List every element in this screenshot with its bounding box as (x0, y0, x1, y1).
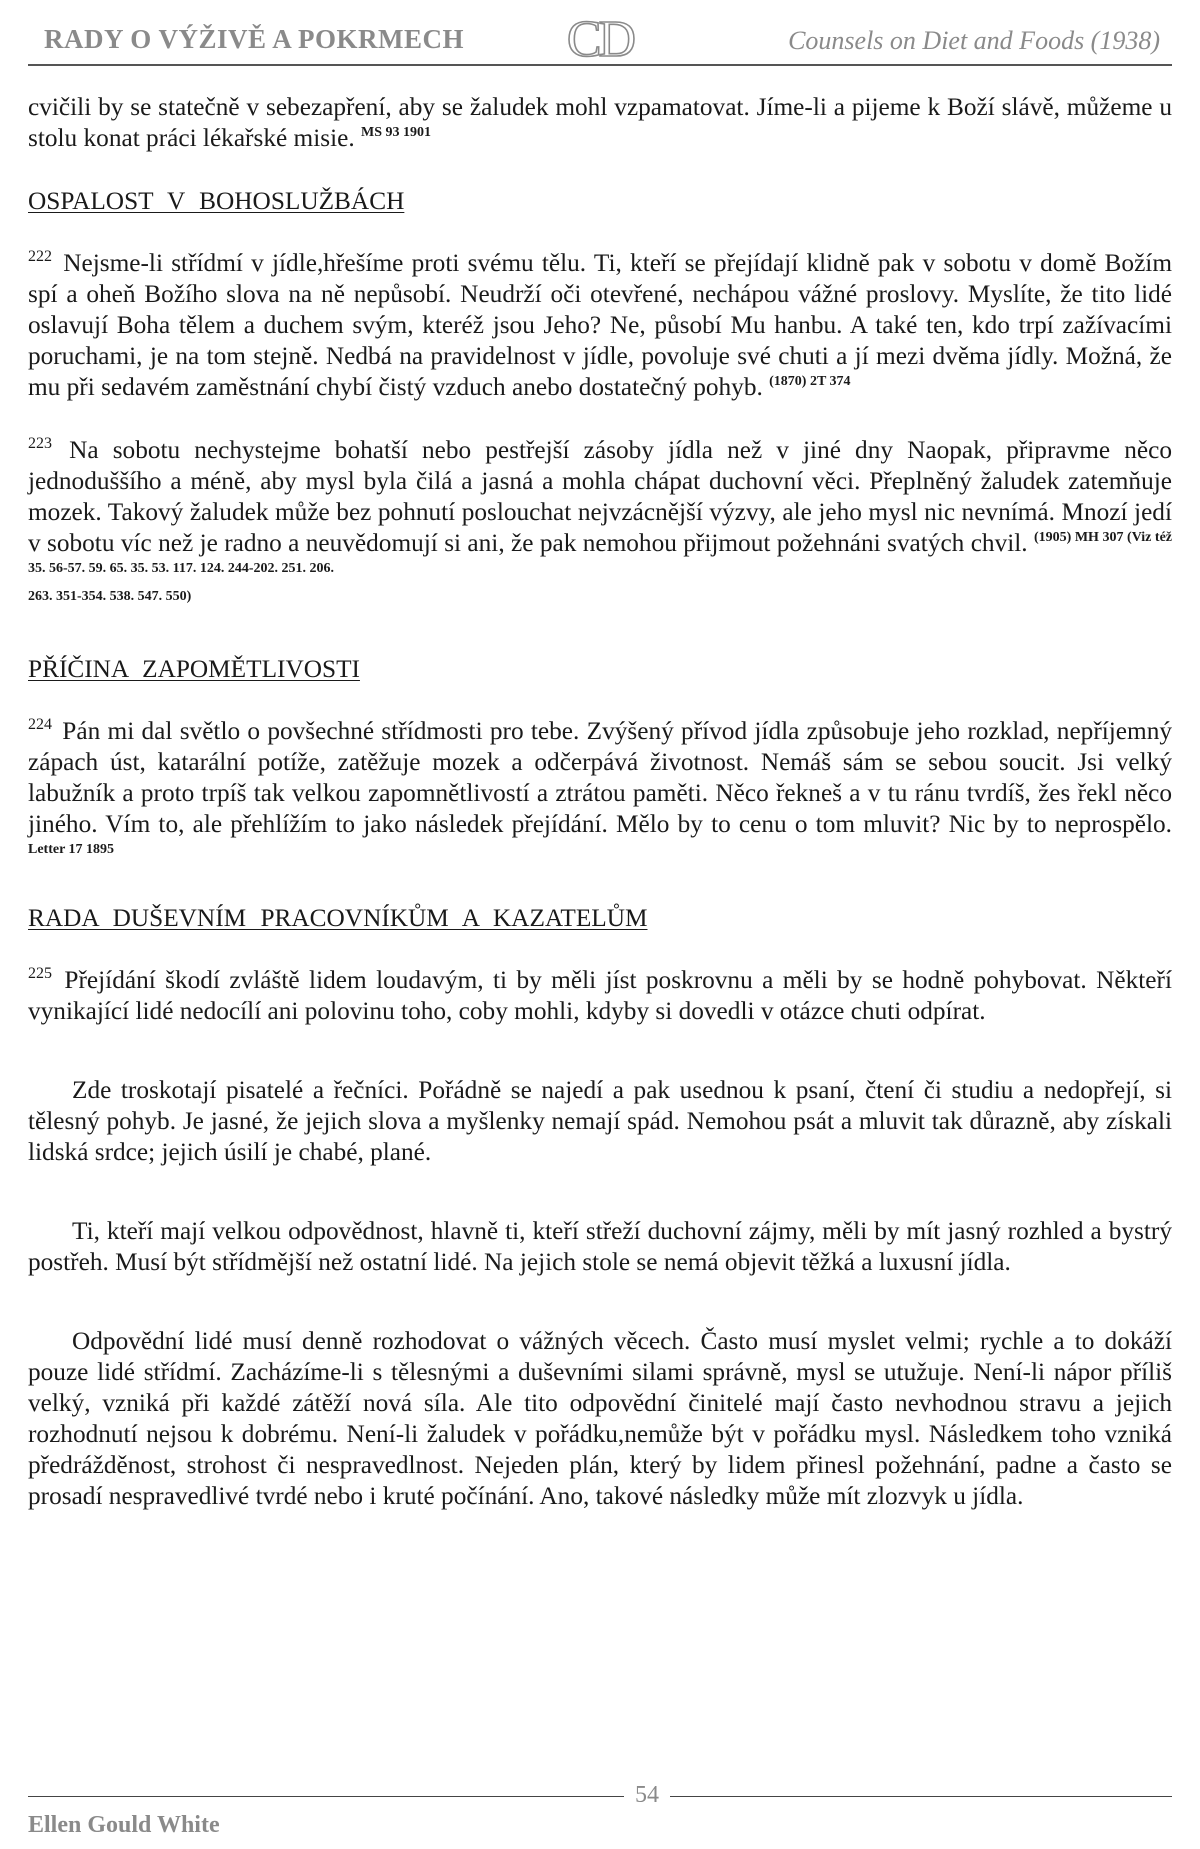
footer-rule-left (28, 1796, 624, 1797)
reference: Letter 17 1895 (28, 842, 115, 857)
heading-rada: RADA DUŠEVNÍM PRACOVNÍKŮM A KAZATELŮM (28, 904, 648, 932)
paragraph-225: $^{225}$ Přejídání škodí zvláště lidem loudavým, ti by měli jíst poskrovnu a měli by se hodně pohybovat. Někteří vynikající lidé nedocílí ani polovinu toho, coby mohli, kdyby si dovedli v otázce chuti odpírat. (28, 965, 1172, 1025)
paragraph-224: $^{224}$ Pán mi dal světlo o povšechné střídmosti pro tebe. Zvýšený přívod jídla způsobuje jeho rozklad, nepříjemný zápach úst, katarální potíže, zatěžuje mozek a odčerpává životnost. Nemáš sám se sebou soucit. Jsi velký labužník a proto trpíš tak velkou zapomnětlivostí a ztrátou paměti. Něco řekneš a v tu ránu tvrdíš, žes řekl něco jiného. Vím to, ale přehlížím to jako následek přejídání. Mělo by to cenu o tom mluvit? Nic by to neprospělo. $^{Letter 17 1895}$ (28, 716, 1173, 857)
paragraph-number: 223 (28, 435, 52, 452)
footer-rule-right (670, 1796, 1172, 1797)
page-header (28, 12, 1172, 66)
paragraph-225-2: Zde troskotají pisatelé a řečníci. Pořádně se najedí a pak usednou k psaní, čtení či studiu a nedopřejí, si tělesný pohyb. Je jasné, že jejich slova a myšlenky nemají spád. Nemohou psát a mluvit tak důrazně, aby získali lidská srdce; jejich úsilí je chabé, plané. (28, 1076, 1172, 1166)
page-number: 54 (635, 1782, 659, 1808)
paragraph-225-4: Odpovědní lidé musí denně rozhodovat o vážných věcech. Často musí myslet velmi; rychle a to dokáží pouze lidé střídmí. Zacházíme-li s tělesnými a duševními silami správně, mysl se utužuje. Není-li nápor příliš velký, vzniká při každé zátěží nová síla. Ale tito odpovědní činitelé mají často nevhodnou stravu a jejich rozhodnutí nejsou k dobrému. Není-li žaludek v pořádku,nemůže být v pořádku mysl. Následkem toho vzniká předrážděnost, strohost či nespravedlnost. Nejeden plán, který by lidem přinesl požehnání, padne a často se prosadí nespravedlivé tvrdé nebo i kruté počínání. Ano, takové následky může mít zlozvyk u jídla. (28, 1327, 1172, 1510)
page-content (28, 92, 1172, 1512)
heading-ospalost: OSPALOST V BOHOSLUŽBÁCH (28, 187, 405, 215)
reference: (1870) 2T 374 (769, 374, 851, 389)
heading-pricina: PŘÍČINA ZAPOMĚTLIVOSTI (28, 655, 360, 683)
intro-reference: MS 93 1901 (361, 125, 431, 140)
paragraph-223: $^{223}$ Na sobotu nechystejme bohatší nebo pestřejší zásoby jídla než v jiné dny Naopak, připravme něco jednoduššího a méně, aby mysl byla čilá a jasná a mohla chápat duchovní věci. Přeplněný žaludek zatemňuje mozek. Takový žaludek může bez pohnutí poslouchat nejvzácnější výzvy, ale jeho mysl nic nevnímá. Mnozí jedí v sobotu víc než je radno a neuvědomují si ani, že pak nemohou přijmout požehnáni svatých chvil. $^{(1905) MH 307 (Viz též 35. 56-57. 59. 65. 35. 53. 117. 124. 244-202. 251. 206.}$ 263. 351-354. 538. 547. 550) (28, 435, 1173, 604)
author-name: Ellen Gould White (28, 1812, 220, 1838)
reference: (1905) MH 307 (Viz též 35. 56-57. 59. 65. 35. 53. 117. 124. 244-202. 251. 206. (28, 530, 1173, 576)
intro-paragraph: cvičili by se statečně v sebezapření, aby se žaludek mohl vzpamatovat. Jíme-li a pijeme k Boží slávě, můžeme u stolu konat práci lékařské misie. $^{MS 93 1901}$ (28, 93, 1172, 152)
paragraph-222: $^{222}$ Nejsme-li střídmí v jídle,hřešíme proti svému tělu. Ti, kteří se přejídají klidně pak v sobotu v domě Božím spí a oheň Božího slova na ně nepůsobí. Neudrží oči otevřené, nechápou vážné proslovy. Myslíte, že tito lidé oslavují Boha tělem a duchem svým, kteréž jsou Jeho? Ne, působí Mu hanbu. A také ten, kdo trpí zažívacími poruchami, je na tom stejně. Nedbá na pravidelnost v jídle, povoluje své chuti a jí mezi dvěma jídly. Možná, že mu při sedavém zaměstnání chybí čistý vzduch anebo dostatečný pohyb. $^{(1870) 2T 374}$ (28, 248, 1173, 401)
paragraph-225-3: Ti, kteří mají velkou odpovědnost, hlavně ti, kteří střeží duchovní zájmy, měli by mít jasný rozhled a bystrý postřeh. Musí být střídmější než ostatní lidé. Na jejich stole se nemá objevit těžká a luxusní jídla. (28, 1217, 1172, 1276)
cd-logo: CD (566, 11, 634, 68)
reference-continued: 263. 351-354. 538. 547. 550) (28, 589, 192, 604)
paragraph-number: 222 (28, 248, 52, 265)
book-title-english: Counsels on Diet and Foods (1938) (788, 26, 1160, 55)
paragraph-number: 225 (28, 965, 52, 982)
paragraph-number: 224 (28, 716, 52, 733)
book-title-czech: RADY O VÝŽIVĚ A POKRMECH (44, 24, 465, 54)
